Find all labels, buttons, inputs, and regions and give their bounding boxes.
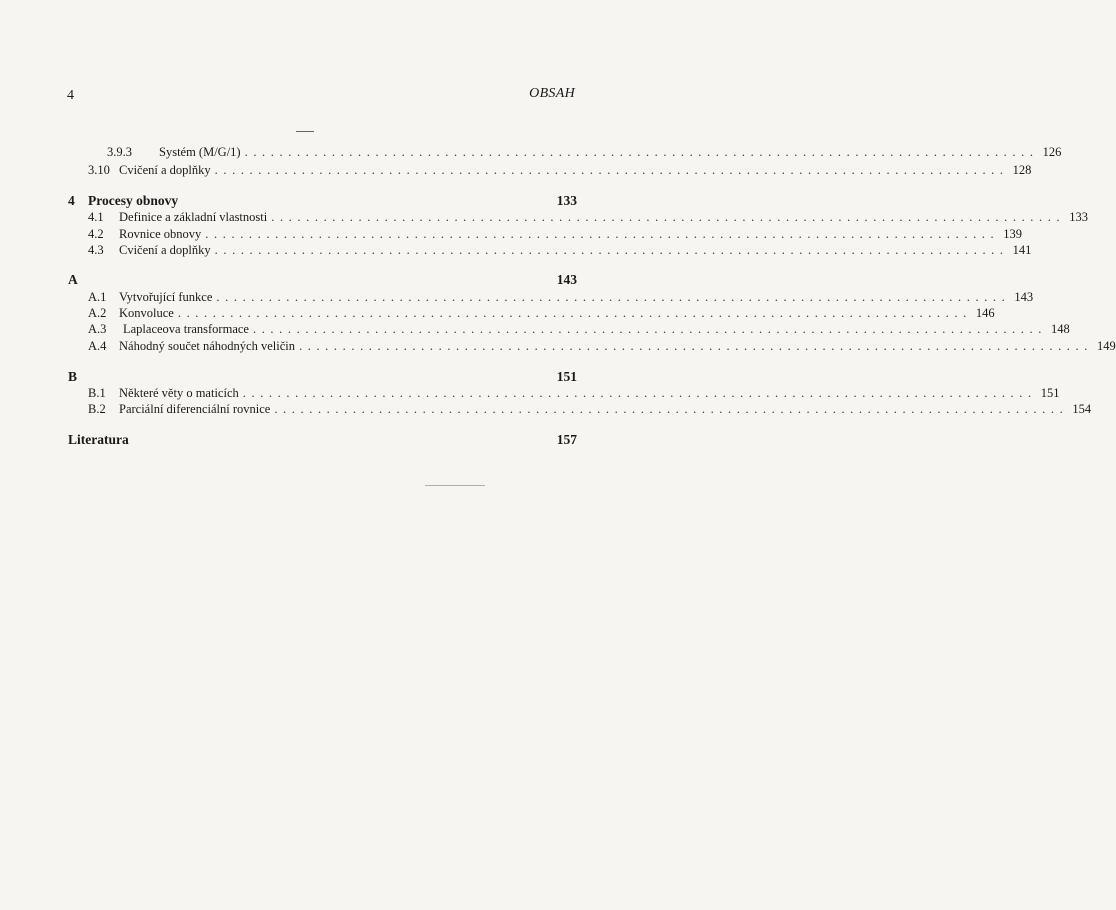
toc-appendix-b: B 151 — [68, 369, 577, 384]
toc-entry-a-2: A.2 Konvoluce ........................................................................................... 146 — [88, 306, 995, 320]
toc-entry-b-1: B.1 Některé věty o maticích ........................................................................................... 151 — [88, 386, 1060, 400]
toc-entry-a-3: A.3 Laplaceova transformace ........................................................................................... 148 — [88, 322, 1070, 336]
scan-mark — [296, 131, 314, 132]
page-number: 4 — [67, 88, 74, 103]
toc-entry-4-2: 4.2 Rovnice obnovy ........................................................................................... 139 — [88, 227, 1023, 241]
toc-appendix-a: A 143 — [68, 272, 577, 287]
toc-entry-4-1: 4.1 Definice a základní vlastnosti ........................................................................................... 133 — [88, 210, 1088, 224]
toc-entry-a-4: A.4 Náhodný součet náhodných veličin ........................................................................................... 149 — [88, 339, 1116, 353]
scan-mark — [425, 485, 485, 486]
toc-entry-3-9-3: 3.9.3 Systém (M/G/1) ........................................................................................... 126 — [107, 145, 1062, 159]
toc-chapter-4: 4 Procesy obnovy 133 — [68, 193, 577, 208]
toc-entry-4-3: 4.3 Cvičení a doplňky ........................................................................................... 141 — [88, 243, 1032, 257]
running-head: OBSAH — [529, 86, 575, 101]
toc-entry-3-10: 3.10 Cvičení a doplňky ........................................................................................... 128 — [88, 163, 1032, 177]
toc-entry-b-2: B.2 Parciální diferenciální rovnice ........................................................................................... 154 — [88, 402, 1092, 416]
toc-entry-a-1: A.1 Vytvořující funkce ........................................................................................... 143 — [88, 290, 1034, 304]
toc-literatura: Literatura 157 — [68, 432, 577, 447]
